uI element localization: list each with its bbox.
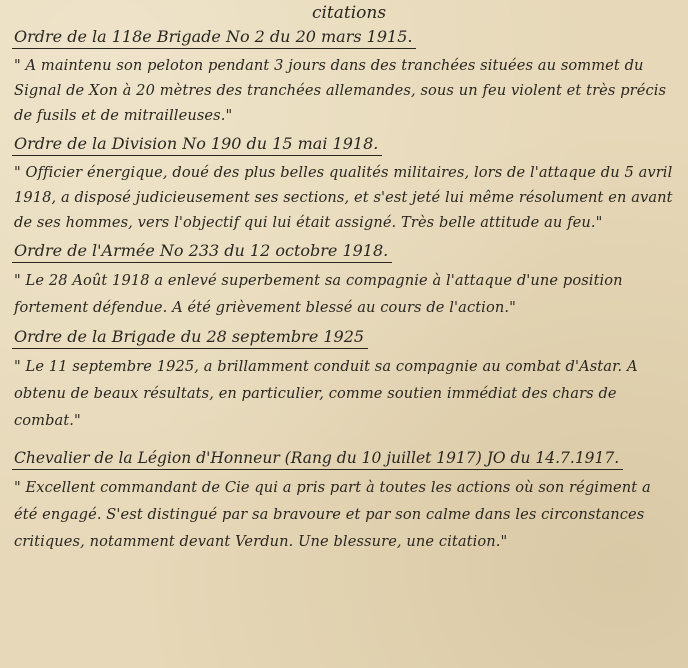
citation-3 [12, 238, 676, 321]
citation-4 [12, 324, 676, 434]
citation-4-text: " Le 11 septembre 1925, a brillamment conduit sa compagnie au combat d'Astar. A obtenu de beaux résultats, en particulier, comme soutien immédiat des chars de combat." [14, 358, 638, 429]
citation-2-heading: Ordre de la Division No 190 du 15 mai 1918. [12, 133, 382, 156]
citation-5 [12, 437, 676, 555]
citation-1-heading: Ordre de la 118e Brigade No 2 du 20 mars 1915. [12, 26, 416, 49]
citation-1-text: " A maintenu son peloton pendant 3 jours dans des tranchées situées au sommet du Signal de Xon à 20 mètres des tranchées allemandes, sous un feu violent et très précis de fusils et de mitrailleuses." [14, 57, 667, 124]
citation-4-heading: Ordre de la Brigade du 28 septembre 1925 [12, 326, 368, 349]
page-title: citations [311, 3, 387, 23]
citation-3-text: " Le 28 Août 1918 a enlevé superbement sa compagnie à l'attaque d'une position fortement défendue. A été grièvement blessé au cours de l'action." [14, 272, 623, 316]
citation-2-text: " Officier énergique, doué des plus belles qualités militaires, lors de l'attaque du 5 avril 1918, a disposé judicieusement ses sections, et s'est jeté lui même résolument en avant de ses hommes, vers l'objectif qui lui était assigné. Très belle attitude au feu." [14, 164, 673, 231]
citation-5-heading: Chevalier de la Légion d'Honneur (Rang du 10 juillet 1917) JO du 14.7.1917. [12, 447, 623, 470]
citation-5-text: " Excellent commandant de Cie qui a pris part à toutes les actions où son régiment a été engagé. S'est distingué par sa bravoure et par son calme dans les circonstances critiques, notamment devant Verdun. Une blessure, une citation." [14, 479, 651, 550]
citation-2 [12, 131, 676, 235]
citation-1 [12, 24, 676, 128]
citation-3-heading: Ordre de l'Armée No 233 du 12 octobre 1918. [12, 240, 392, 263]
